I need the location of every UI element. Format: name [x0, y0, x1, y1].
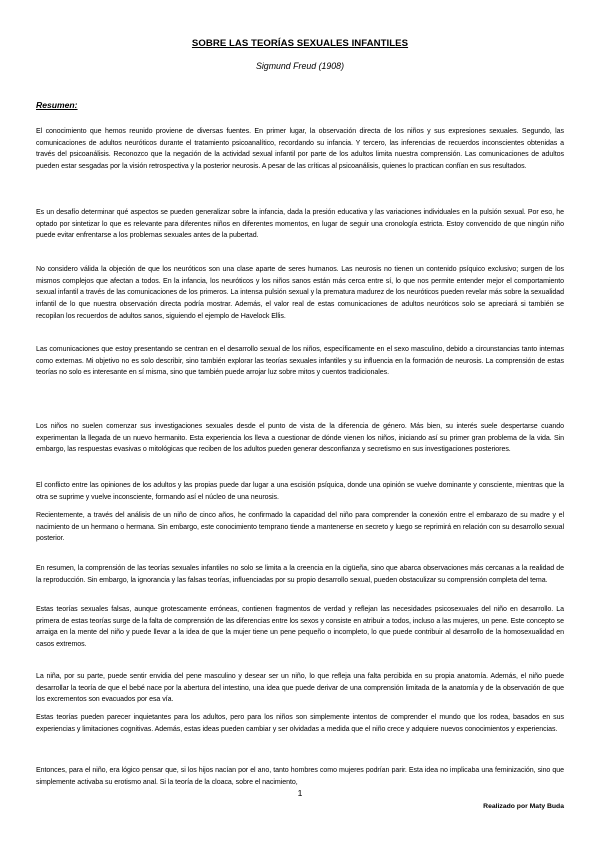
- paragraph-1: El conocimiento que hemos reunido proviene de diversas fuentes. En primer lugar, la observación directa de los niños y sus expresiones sexuales. Segundo, las comunicaciones de adultos neuróticos durante el tratamiento psicoanalítico, recordando su infancia. Y tercero, las inferencias de recuerdos inconscientes obtenidas a través del psicoanálisis. Reconozco que la negación de la actividad sexual infantil por parte de los adultos limita nuestra comprensión. Las comunicaciones de adultos pueden estar sesgadas por la visión retrospectiva y la posterior neurosis. A pesar de las críticas al psicoanálisis, quienes lo practican confían en sus resultados.: [36, 128, 564, 171]
- paragraph-11: Estas teorías pueden parecer inquietantes para los adultos, pero para los niños son simplemente intentos de comprender el mundo que los rodea, basados en sus experiencias y limitaciones cognitivas. Además, estas ideas pueden cambiar y ser olvidadas a medida que el niño crece y adquiere nuevos conocimientos y experiencias.: [36, 714, 564, 733]
- paragraph-10: La niña, por su parte, puede sentir envidia del pene masculino y desear ser un niño, lo que refleja una falta percibida en su propia anatomía. Además, el niño puede desarrollar la teoría de que el bebé nace por la abertura del intestino, una idea que puede derivar de una comprensión limitada de la anatomía y de la observación de que los excrementos son evacuados por esa vía.: [36, 673, 564, 704]
- paragraph-2: Es un desafío determinar qué aspectos se pueden generalizar sobre la infancia, dada la presión educativa y las variaciones individuales en la pulsión sexual. Por eso, he optado por sintetizar lo que es relevante para diferentes niños en diferentes momentos, en lugar de seguir una cronología estricta. Estoy convencido de que ningún niño puede evitar enfrentarse a los problemas sexuales antes de la pubertad.: [36, 209, 564, 240]
- footer-credit: Realizado por Maty Buda: [483, 803, 564, 810]
- document-title: SOBRE LAS TEORÍAS SEXUALES INFANTILES: [191, 38, 409, 49]
- paragraph-3: No considero válida la objeción de que los neuróticos son una clase aparte de seres humanos. Las neurosis no tienen un contenido psíquico exclusivo; surgen de los mismos complejos que afectan a todos. En la infancia, los neuróticos y los niños sanos están más cerca entre sí, lo que nos permite entender mejor el comportamiento sexual infantil a través de las comunicaciones de los primeros. La intensa pulsión sexual y la prematura madurez de los neuróticos pueden revelar más sobre la sexualidad infantil de lo que nuestra observación directa podría mostrar. Además, el valor real de estas comunicaciones de adultos neuróticos solo se apreciará si también se recopilan los recuerdos de adultos sanos, siguiendo el ejemplo de Havelock Ellis.: [36, 266, 564, 320]
- section-heading-resumen: Resumen:: [36, 100, 78, 110]
- paragraph-12: Entonces, para el niño, era lógico pensar que, si los hijos nacían por el ano, tanto hombres como mujeres podrían parir. Esta idea no implicaba una feminización, sino que simplemente activaba su erotismo anal. Si la teoría de la cloaca, sobre el nacimiento,: [36, 767, 564, 786]
- page-number: 1: [297, 788, 303, 798]
- paragraph-9: Estas teorías sexuales falsas, aunque grotescamente erróneas, contienen fragmentos de verdad y reflejan las necesidades psicosexuales del niño en desarrollo. La primera de estas teorías surge de la falta de comprensión de las diferencias entre los sexos y consiste en atribuir a todos, incluso a las mujeres, un pene. Este concepto se arraiga en la mente del niño y puede llevar a la idea de que la mujer tiene un pene pequeño o incompleto, lo que puede contribuir al desarrollo de la homosexualidad en casos extremos.: [36, 606, 564, 649]
- paragraph-5: Los niños no suelen comenzar sus investigaciones sexuales desde el punto de vista de la diferencia de género. Más bien, su interés suele despertarse cuando experimentan la llegada de un nuevo hermanito. Esta experiencia los lleva a cuestionar de dónde vienen los niños, iniciando así su primer gran problema de la vida. Sin embargo, las respuestas evasivas o mitológicas que reciben de los adultos pueden generar desconfianza y secretismo en sus investigaciones posteriores.: [36, 423, 564, 454]
- paragraph-7: Recientemente, a través del análisis de un niño de cinco años, he confirmado la capacidad del niño para comprender la conexión entre el embarazo de su madre y el nacimiento de un hermano o hermana. Sin embargo, este conocimiento temprano tiende a mantenerse en secreto y luego se reprimirá en relación con su desarrollo sexual posterior.: [36, 512, 564, 543]
- author-line: Sigmund Freud (1908): [255, 61, 345, 71]
- paragraph-4: Las comunicaciones que estoy presentando se centran en el desarrollo sexual de los niños, específicamente en el sexo masculino, debido a circunstancias tanto internas como externas. Mi objetivo no es solo describir, sino también explorar las teorías sexuales infantiles y su influencia en la formación de neurosis. La comprensión de estas teorías no solo es interesante en sí misma, sino que también puede arrojar luz sobre mitos y cuentos tradicionales.: [36, 346, 564, 377]
- paragraph-8: En resumen, la comprensión de las teorías sexuales infantiles no solo se limita a la creencia en la cigüeña, sino que abarca observaciones más cercanas a la realidad de la reproducción. Sin embargo, la ignorancia y las falsas teorías, influenciadas por su propio desarrollo sexual, pueden obstaculizar su comprensión completa del tema.: [36, 565, 564, 584]
- paragraph-6: El conflicto entre las opiniones de los adultos y las propias puede dar lugar a una escisión psíquica, donde una opinión se vuelve dominante y consciente, mientras que la otra se suprime y vuelve inconsciente, formando así el núcleo de una neurosis.: [36, 482, 564, 501]
